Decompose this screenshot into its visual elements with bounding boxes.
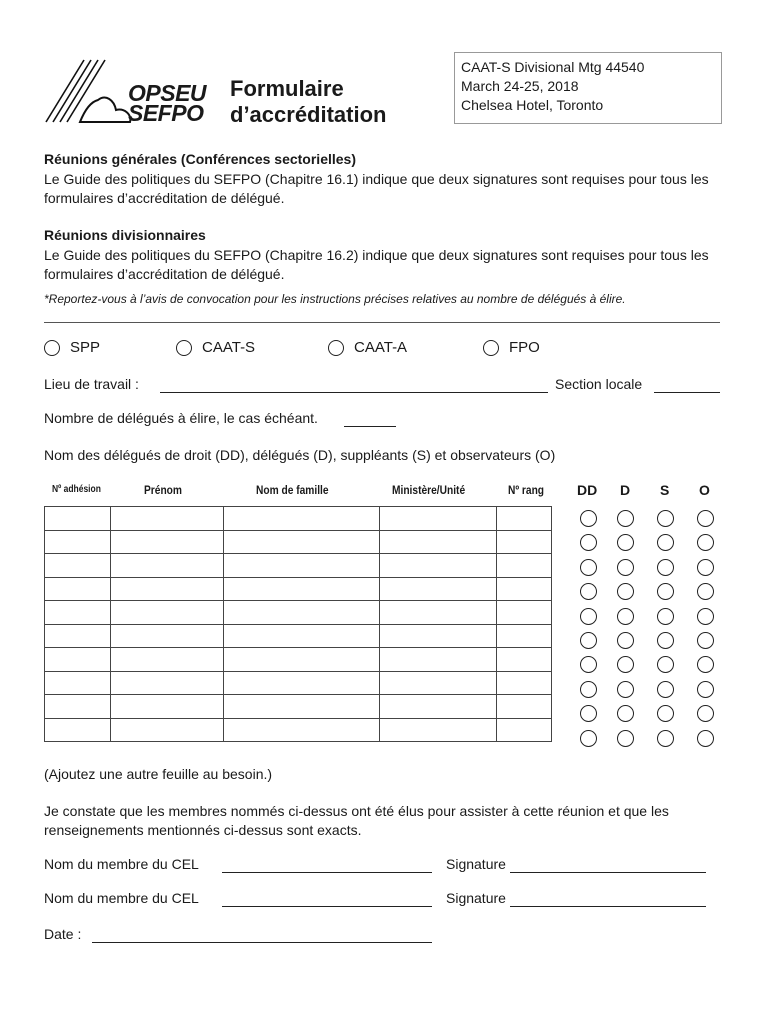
delegate-type-radio-o[interactable]: [697, 608, 714, 625]
table-row: [45, 601, 552, 625]
radio-icon[interactable]: [176, 340, 192, 356]
table-cell[interactable]: [224, 577, 380, 601]
cel-member-input-2[interactable]: [222, 890, 432, 907]
table-cell[interactable]: [380, 577, 497, 601]
delegate-type-radio-d[interactable]: [617, 730, 634, 747]
delegate-type-radio-dd[interactable]: [580, 608, 597, 625]
delegate-type-radio-s[interactable]: [657, 559, 674, 576]
date-label: Date :: [44, 926, 82, 942]
table-cell[interactable]: [224, 671, 380, 695]
table-cell[interactable]: [224, 530, 380, 554]
names-intro: Nom des délégués de droit (DD), délégués (D), suppléants (S) et observateurs (O): [44, 447, 556, 463]
table-cell[interactable]: [497, 624, 552, 648]
table-cell[interactable]: [111, 507, 224, 531]
table-cell[interactable]: [111, 577, 224, 601]
event-line2: March 24-25, 2018: [461, 78, 579, 94]
form-title-line2: d’accréditation: [230, 102, 387, 127]
radio-icon[interactable]: [44, 340, 60, 356]
delegate-type-radio-o[interactable]: [697, 559, 714, 576]
general-meetings-text: Le Guide des politiques du SEFPO (Chapitre 16.1) indique que deux signatures sont requises pour tous les formulaires d’accréditation de délégué.: [44, 171, 709, 206]
delegate-type-radio-d[interactable]: [617, 583, 634, 600]
cel-member-label-2: Nom du membre du CEL: [44, 890, 199, 906]
delegate-type-radio-s[interactable]: [657, 656, 674, 673]
table-row: [45, 671, 552, 695]
table-row: [45, 577, 552, 601]
table-cell[interactable]: [111, 554, 224, 578]
delegate-type-radio-o[interactable]: [697, 681, 714, 698]
table-cell[interactable]: [497, 507, 552, 531]
col-header-rank: Nº rang: [508, 483, 545, 497]
table-cell[interactable]: [224, 695, 380, 719]
table-row: [45, 695, 552, 719]
table-cell[interactable]: [111, 648, 224, 672]
table-cell[interactable]: [45, 671, 111, 695]
col-header-ministry-unit: Ministère/Unité: [392, 483, 466, 497]
col-header-dd: DD: [577, 482, 598, 498]
delegate-type-radio-d[interactable]: [617, 534, 634, 551]
delegate-type-radio-dd[interactable]: [580, 705, 597, 722]
delegate-type-radio-s[interactable]: [657, 681, 674, 698]
delegate-type-radio-d[interactable]: [617, 559, 634, 576]
date-input[interactable]: [92, 926, 432, 943]
table-cell[interactable]: [45, 577, 111, 601]
division-label-caat-a: CAAT-A: [354, 339, 408, 356]
table-cell[interactable]: [45, 648, 111, 672]
table-cell[interactable]: [497, 671, 552, 695]
table-row: [45, 624, 552, 648]
table-cell[interactable]: [497, 554, 552, 578]
workplace-label: Lieu de travail :: [44, 376, 139, 392]
delegate-type-radio-dd[interactable]: [580, 681, 597, 698]
form-title: [230, 76, 386, 128]
local-input[interactable]: [654, 376, 720, 393]
delegate-count-label: Nombre de délégués à élire, le cas échéant.: [44, 410, 318, 426]
table-cell[interactable]: [380, 601, 497, 625]
delegate-type-radio-d[interactable]: [617, 705, 634, 722]
delegate-type-radio-s[interactable]: [657, 583, 674, 600]
event-info-box: [454, 52, 722, 124]
table-cell[interactable]: [45, 530, 111, 554]
logo-text-opseu: OPSEU: [128, 80, 207, 106]
signature-label-1: Signature: [446, 856, 506, 872]
division-option-caat-s[interactable]: [176, 339, 255, 356]
table-cell[interactable]: [111, 671, 224, 695]
table-row: [45, 554, 552, 578]
table-cell[interactable]: [45, 507, 111, 531]
cel-member-input-1[interactable]: [222, 856, 432, 873]
table-cell[interactable]: [497, 648, 552, 672]
table-cell[interactable]: [45, 601, 111, 625]
signature-label-2: Signature: [446, 890, 506, 906]
delegate-type-radio-s[interactable]: [657, 608, 674, 625]
table-cell[interactable]: [497, 601, 552, 625]
radio-icon[interactable]: [328, 340, 344, 356]
table-cell[interactable]: [111, 624, 224, 648]
logo-text-sefpo: SEFPO: [128, 100, 204, 126]
opseu-logo: [44, 56, 214, 126]
delegate-type-radio-o[interactable]: [697, 510, 714, 527]
division-option-spp[interactable]: [44, 339, 100, 356]
table-cell[interactable]: [45, 624, 111, 648]
table-row: [45, 648, 552, 672]
division-option-fpo[interactable]: [483, 339, 540, 356]
table-cell[interactable]: [224, 718, 380, 742]
divider: [44, 322, 720, 323]
add-sheet-note: (Ajoutez une autre feuille au besoin.): [44, 766, 273, 782]
delegate-type-radio-dd[interactable]: [580, 730, 597, 747]
table-cell[interactable]: [497, 577, 552, 601]
table-cell[interactable]: [380, 648, 497, 672]
local-label: Section locale: [555, 376, 643, 392]
divisional-meetings-text: Le Guide des politiques du SEFPO (Chapitre 16.2) indique que deux signatures sont requises pour tous les formulaires d’accréditation de délégué.: [44, 247, 709, 282]
delegate-count-input[interactable]: [344, 410, 396, 427]
table-cell[interactable]: [45, 718, 111, 742]
event-line1: CAAT-S Divisional Mtg 44540: [461, 59, 645, 75]
table-cell[interactable]: [224, 648, 380, 672]
delegate-type-radio-s[interactable]: [657, 632, 674, 649]
col-header-first-name: Prénom: [144, 483, 182, 497]
delegate-type-radio-s[interactable]: [657, 705, 674, 722]
table-row: [45, 507, 552, 531]
delegate-table: [44, 506, 552, 742]
division-label-caat-s: CAAT-S: [202, 339, 256, 356]
form-title-line1: Formulaire: [230, 76, 344, 101]
delegate-type-radio-s[interactable]: [657, 730, 674, 747]
delegate-type-radio-o[interactable]: [697, 705, 714, 722]
table-cell[interactable]: [380, 507, 497, 531]
delegate-type-radio-dd[interactable]: [580, 583, 597, 600]
delegate-type-radio-dd[interactable]: [580, 559, 597, 576]
divisional-meetings-heading: Réunions divisionnaires: [44, 227, 206, 243]
instruction-note: *Reportez-vous à l’avis de convocation pour les instructions précises relatives au nombre de délégués à élire.: [44, 292, 626, 306]
general-meetings-heading: Réunions générales (Conférences sectorielles): [44, 151, 356, 167]
delegate-type-radio-dd[interactable]: [580, 656, 597, 673]
table-cell[interactable]: [224, 601, 380, 625]
table-cell[interactable]: [497, 530, 552, 554]
delegate-type-radio-dd[interactable]: [580, 510, 597, 527]
table-cell[interactable]: [380, 554, 497, 578]
table-cell[interactable]: [497, 718, 552, 742]
table-cell[interactable]: [497, 695, 552, 719]
table-cell[interactable]: [111, 718, 224, 742]
table-row: [45, 530, 552, 554]
table-cell[interactable]: [380, 695, 497, 719]
signature-input-1[interactable]: [510, 856, 706, 873]
delegate-type-radio-o[interactable]: [697, 632, 714, 649]
col-header-membership: Nº adhésion: [52, 484, 101, 495]
table-cell[interactable]: [111, 601, 224, 625]
delegate-type-radio-d[interactable]: [617, 608, 634, 625]
table-cell[interactable]: [45, 554, 111, 578]
logo-stripes-icon: [44, 56, 134, 126]
workplace-input[interactable]: [160, 376, 548, 393]
delegate-type-radio-d[interactable]: [617, 510, 634, 527]
division-option-caat-a[interactable]: [328, 339, 407, 356]
signature-input-2[interactable]: [510, 890, 706, 907]
delegate-type-radio-d[interactable]: [617, 656, 634, 673]
col-header-last-name: Nom de famille: [256, 483, 329, 497]
event-line3: Chelsea Hotel, Toronto: [461, 97, 604, 113]
table-cell[interactable]: [45, 695, 111, 719]
declaration-text: Je constate que les membres nommés ci-dessus ont été élus pour assister à cette réunion et que les renseignements mentionnés ci-dessus sont exacts.: [44, 803, 669, 838]
delegate-type-radio-o[interactable]: [697, 730, 714, 747]
col-header-s: S: [660, 482, 670, 498]
delegate-type-radio-dd[interactable]: [580, 632, 597, 649]
delegate-type-radio-o[interactable]: [697, 583, 714, 600]
division-label-fpo: FPO: [509, 339, 540, 356]
delegate-type-radio-s[interactable]: [657, 534, 674, 551]
table-cell[interactable]: [380, 530, 497, 554]
delegate-type-radio-o[interactable]: [697, 534, 714, 551]
table-cell[interactable]: [224, 624, 380, 648]
delegate-type-radio-o[interactable]: [697, 656, 714, 673]
cel-member-label-1: Nom du membre du CEL: [44, 856, 199, 872]
delegate-type-radio-d[interactable]: [617, 681, 634, 698]
table-cell[interactable]: [380, 624, 497, 648]
table-cell[interactable]: [380, 671, 497, 695]
table-cell[interactable]: [380, 718, 497, 742]
delegate-type-radio-d[interactable]: [617, 632, 634, 649]
col-header-d: D: [620, 482, 631, 498]
col-header-o: O: [699, 482, 710, 498]
table-cell[interactable]: [111, 530, 224, 554]
table-row: [45, 718, 552, 742]
radio-icon[interactable]: [483, 340, 499, 356]
division-label-spp: SPP: [70, 339, 101, 356]
table-cell[interactable]: [224, 554, 380, 578]
delegate-type-radio-dd[interactable]: [580, 534, 597, 551]
table-cell[interactable]: [111, 695, 224, 719]
table-cell[interactable]: [224, 507, 380, 531]
delegate-type-radio-s[interactable]: [657, 510, 674, 527]
